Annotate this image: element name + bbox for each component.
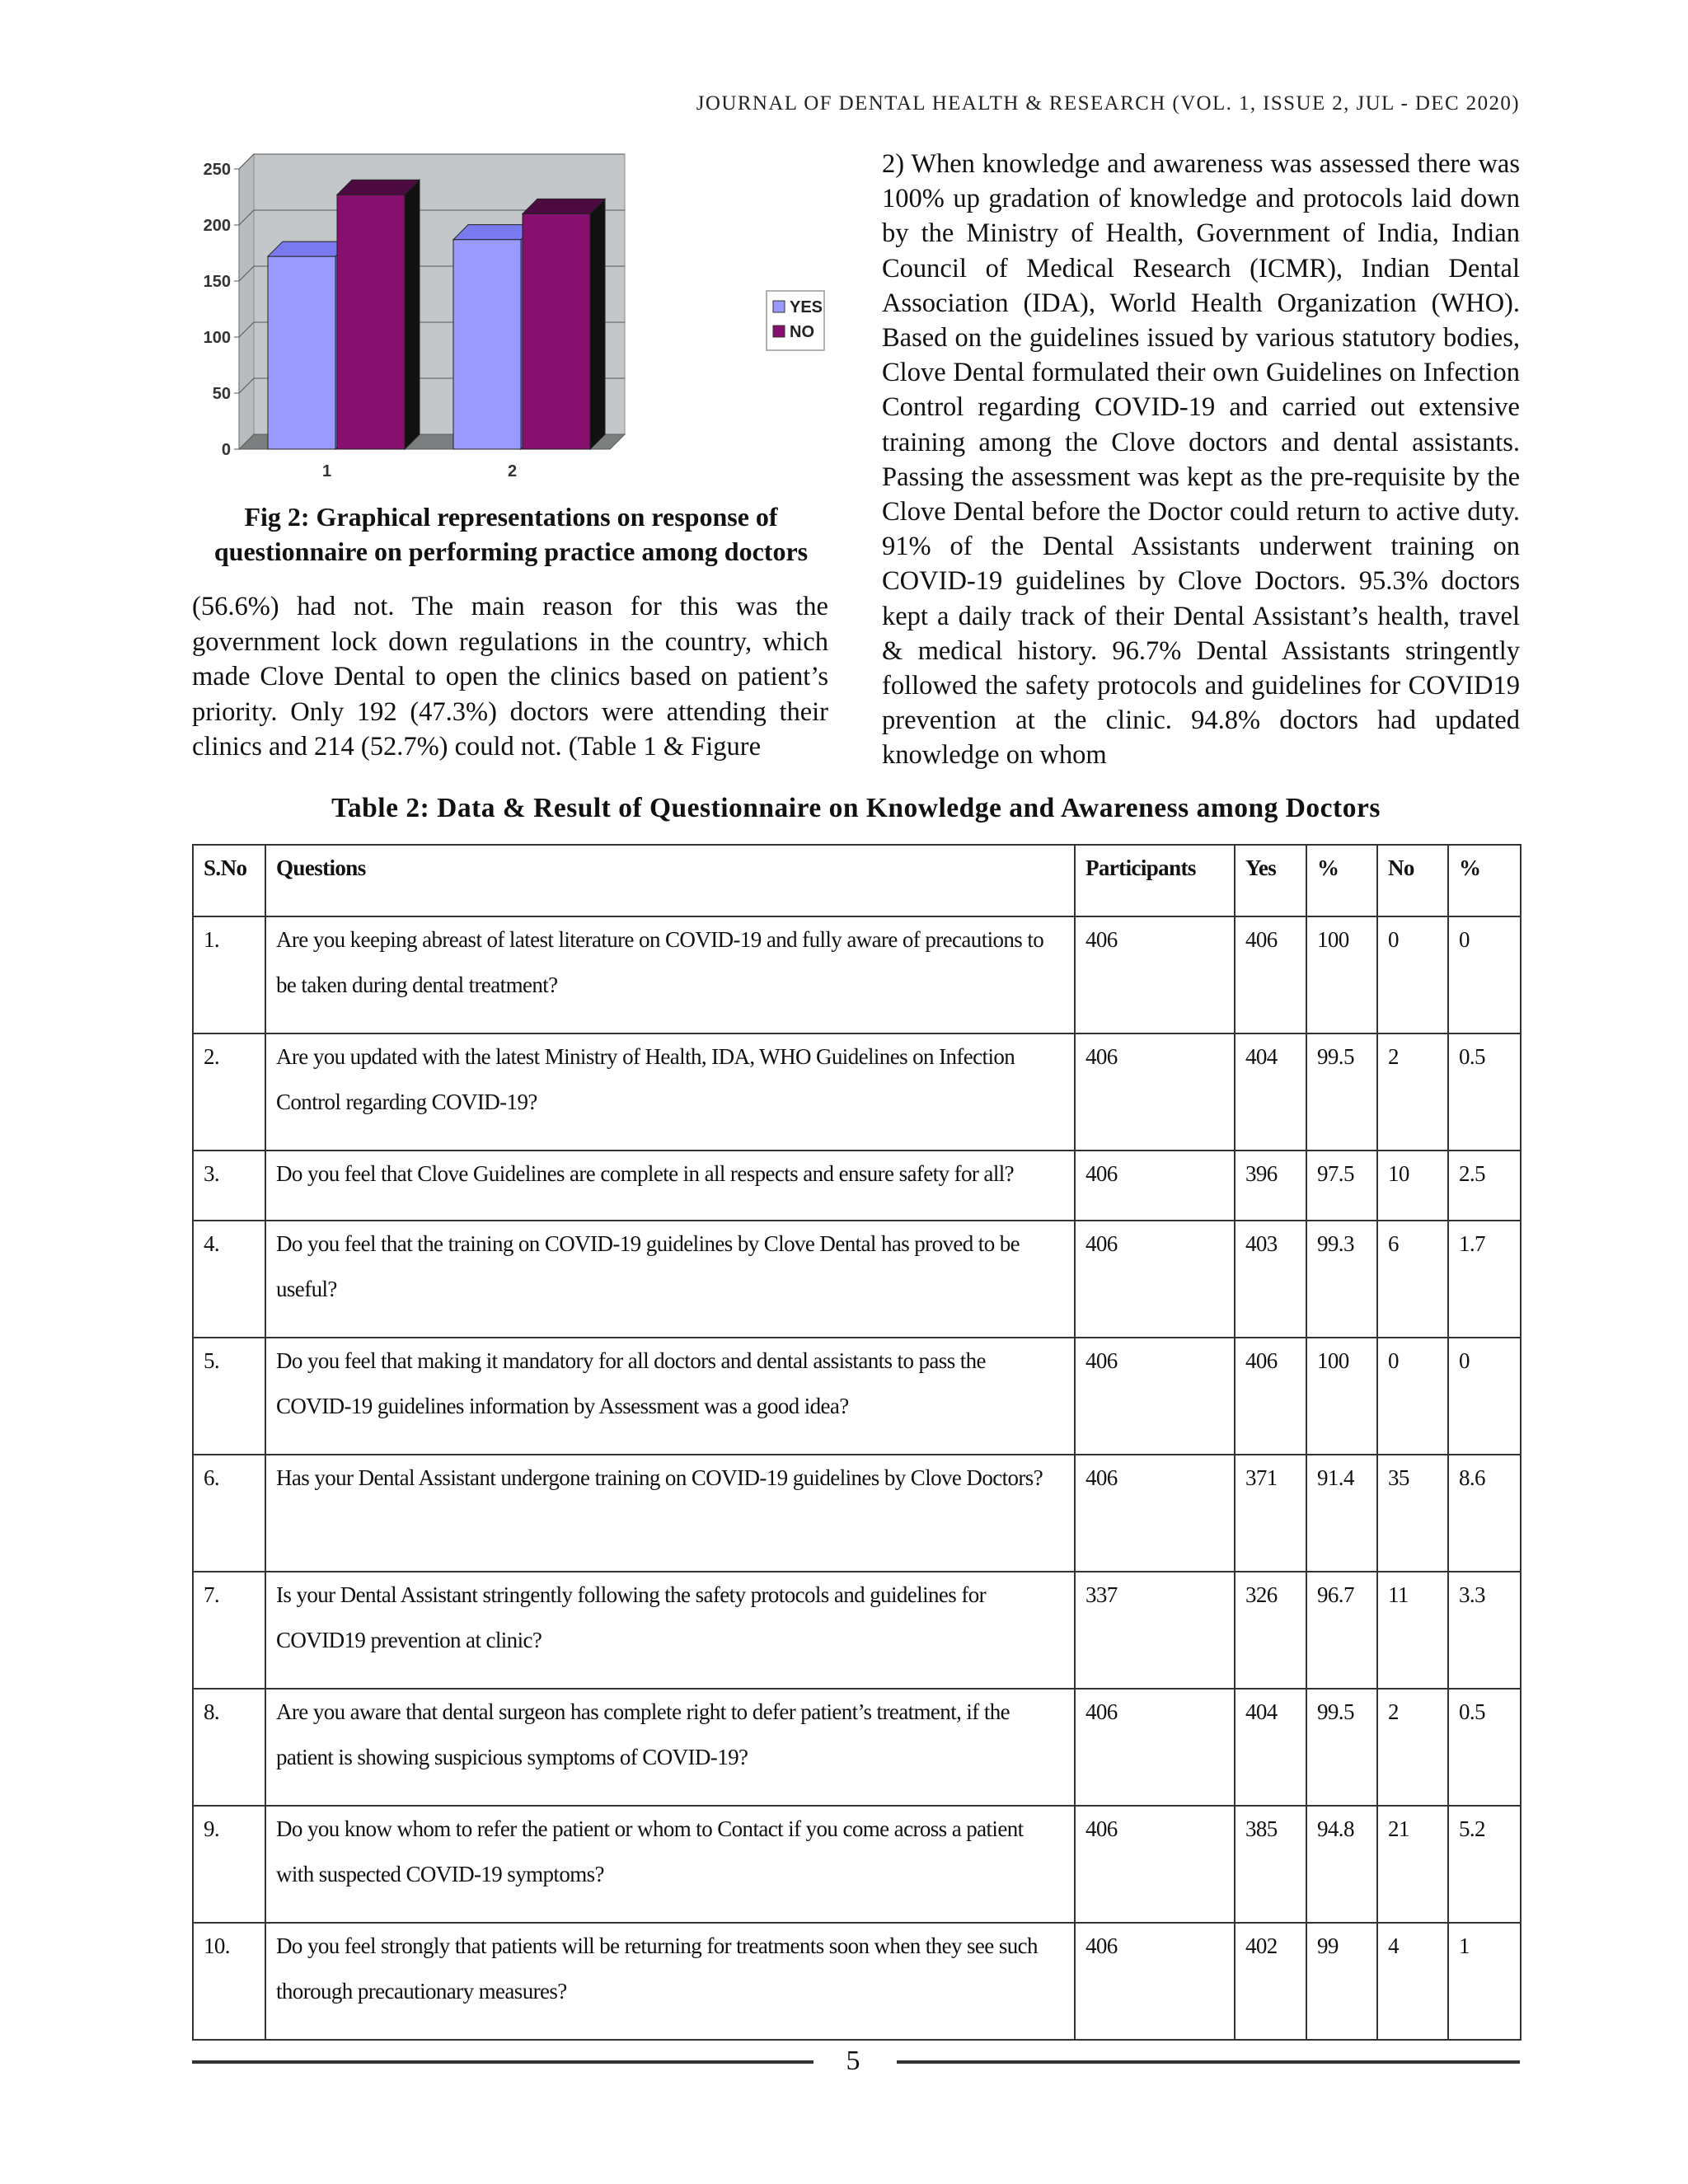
- row-question: Is your Dental Assistant stringently following the safety protocols and guidelines for COVID19 prevention at clinic?: [265, 1572, 1075, 1689]
- row-sno: 2.: [193, 1033, 265, 1151]
- bar-no-2: [523, 213, 590, 449]
- page-number: 5: [846, 2046, 860, 2076]
- row-yes-percent: 94.8: [1306, 1806, 1377, 1923]
- row-no: 21: [1377, 1806, 1448, 1923]
- header-yes-percent: %: [1306, 845, 1377, 916]
- bar-top-no-1: [337, 180, 420, 194]
- row-yes: 404: [1235, 1689, 1306, 1806]
- bar-top-no-2: [523, 199, 605, 213]
- x-tick-label: 2: [507, 462, 518, 480]
- y-tick-label: 50: [212, 385, 231, 403]
- left-column-paragraph: (56.6%) had not. The main reason for this was the government lock down regulations in the country, which made Clove Dental to open the clinics based on patient’s priority. Only 192 (47.3%) doctors were attending their clinics and 214 (52.7%) could not. (Table 1 & Figure: [192, 592, 828, 762]
- row-participants: 406: [1075, 1689, 1235, 1806]
- figure-caption: Fig 2: Graphical representations on response of questionnaire on performing practice among doctors: [213, 502, 809, 566]
- row-participants: 406: [1075, 1221, 1235, 1338]
- row-question: Do you feel that making it mandatory for all doctors and dental assistants to pass the COVID-19 guidelines information by Assessment was a good idea?: [265, 1338, 1075, 1455]
- header-no-percent: %: [1448, 845, 1521, 916]
- row-no-percent: 8.6: [1448, 1455, 1521, 1572]
- row-participants: 406: [1075, 1033, 1235, 1151]
- row-sno: 3.: [193, 1151, 265, 1221]
- row-no: 0: [1377, 1338, 1448, 1455]
- row-sno: 8.: [193, 1689, 265, 1806]
- legend-label-no: NO: [790, 323, 814, 341]
- row-yes-percent: 97.5: [1306, 1151, 1377, 1221]
- header-participants: Participants: [1075, 845, 1235, 916]
- row-sno: 10.: [193, 1923, 265, 2040]
- bar-yes-1: [268, 256, 335, 449]
- table-row: [193, 1572, 1521, 1689]
- y-tick-label: 250: [203, 161, 231, 179]
- chart-side-wall: [239, 154, 254, 449]
- row-question: Do you feel strongly that patients will be returning for treatments soon when they see such thorough precautionary measures?: [265, 1923, 1075, 2040]
- header-sno: S.No: [193, 845, 265, 916]
- row-participants: 337: [1075, 1572, 1235, 1689]
- right-column-paragraph: 2) When knowledge and awareness was assessed there was 100% up gradation of knowledge and protocols laid down by the Ministry of Health, Government of India, Indian Council of Medical Research (ICMR), Indian Dental Association (IDA), World Health Organization (WHO). Based on the guidelines issued by various statutory bodies, Clove Dental formulated their own Guidelines on Infection Control regarding COVID-19 and carried out extensive training among the Clove doctors and dental assistants. Passing the assessment was kept as the pre-requisite by the Clove Dental before the Doctor could return to active duty. 91% of the Dental Assistants underwent training on COVID-19 guidelines by Clove Doctors. 95.3% doctors kept a daily track of their Dental Assistant’s health, travel & medical history. 96.7% Dental Assistants stringently followed the safety protocols and guidelines for COVID19 prevention at the clinic. 94.8% doctors had updated knowledge on whom: [882, 149, 1520, 771]
- figure-2-bar-chart: [185, 144, 845, 490]
- row-sno: 7.: [193, 1572, 265, 1689]
- row-question: Do you feel that Clove Guidelines are complete in all respects and ensure safety for all?: [265, 1151, 1075, 1221]
- row-participants: 406: [1075, 1338, 1235, 1455]
- row-no-percent: 0.5: [1448, 1033, 1521, 1151]
- row-no: 10: [1377, 1151, 1448, 1221]
- row-no: 0: [1377, 916, 1448, 1033]
- table-row: [193, 1806, 1521, 1923]
- row-yes: 326: [1235, 1572, 1306, 1689]
- row-yes: 403: [1235, 1221, 1306, 1338]
- table-row: [193, 1221, 1521, 1338]
- legend-swatch-no: [773, 326, 785, 337]
- table-row: [193, 1455, 1521, 1572]
- row-yes-percent: 99.5: [1306, 1033, 1377, 1151]
- bar-no-1: [337, 194, 405, 449]
- row-no-percent: 0.5: [1448, 1689, 1521, 1806]
- row-question: Has your Dental Assistant undergone training on COVID-19 guidelines by Clove Doctors?: [265, 1455, 1075, 1572]
- row-yes-percent: 100: [1306, 1338, 1377, 1455]
- left-column: [192, 589, 828, 765]
- row-no-percent: 0: [1448, 916, 1521, 1033]
- y-tick-label: 200: [203, 217, 231, 235]
- row-sno: 5.: [193, 1338, 265, 1455]
- bar-side-no-2: [590, 199, 605, 449]
- table-row: [193, 1338, 1521, 1455]
- row-yes-percent: 96.7: [1306, 1572, 1377, 1689]
- header-yes: Yes: [1235, 845, 1306, 916]
- row-yes: 404: [1235, 1033, 1306, 1151]
- row-no-percent: 0: [1448, 1338, 1521, 1455]
- table-row: [193, 1689, 1521, 1806]
- row-yes-percent: 100: [1306, 916, 1377, 1033]
- row-question: Do you know whom to refer the patient or whom to Contact if you come across a patient with suspected COVID-19 symptoms?: [265, 1806, 1075, 1923]
- row-no: 35: [1377, 1455, 1448, 1572]
- legend-label-yes: YES: [790, 298, 823, 316]
- row-sno: 6.: [193, 1455, 265, 1572]
- row-yes-percent: 91.4: [1306, 1455, 1377, 1572]
- row-no-percent: 1: [1448, 1923, 1521, 2040]
- row-participants: 406: [1075, 1923, 1235, 2040]
- bar-side-no-1: [405, 180, 420, 449]
- row-participants: 406: [1075, 1151, 1235, 1221]
- footer-rule-left: [192, 2060, 814, 2064]
- footer-rule-right: [897, 2060, 1520, 2064]
- row-no-percent: 1.7: [1448, 1221, 1521, 1338]
- header-no: No: [1377, 845, 1448, 916]
- row-question: Are you updated with the latest Ministry of Health, IDA, WHO Guidelines on Infection Control regarding COVID-19?: [265, 1033, 1075, 1151]
- row-question: Are you keeping abreast of latest literature on COVID-19 and fully aware of precautions to be taken during dental treatment?: [265, 916, 1075, 1033]
- row-sno: 4.: [193, 1221, 265, 1338]
- row-yes: 402: [1235, 1923, 1306, 2040]
- row-sno: 9.: [193, 1806, 265, 1923]
- legend-swatch-yes: [773, 301, 785, 312]
- row-question: Do you feel that the training on COVID-19 guidelines by Clove Dental has proved to be useful?: [265, 1221, 1075, 1338]
- y-tick-label: 0: [221, 441, 231, 459]
- row-yes: 396: [1235, 1151, 1306, 1221]
- row-no: 2: [1377, 1689, 1448, 1806]
- row-participants: 406: [1075, 1806, 1235, 1923]
- x-tick-label: 1: [321, 462, 332, 480]
- right-column: [882, 147, 1520, 773]
- row-sno: 1.: [193, 916, 265, 1033]
- y-tick-label: 150: [203, 273, 231, 291]
- row-yes: 371: [1235, 1455, 1306, 1572]
- table-row: [193, 916, 1521, 1033]
- row-yes: 385: [1235, 1806, 1306, 1923]
- bar-chart-svg: [185, 144, 845, 490]
- bar-yes-2: [453, 240, 521, 449]
- row-yes-percent: 99: [1306, 1923, 1377, 2040]
- y-tick-label: 100: [203, 329, 231, 347]
- table-row: [193, 1151, 1521, 1221]
- table-row: [193, 1923, 1521, 2040]
- questionnaire-table: [192, 844, 1522, 2041]
- row-yes-percent: 99.3: [1306, 1221, 1377, 1338]
- row-no: 2: [1377, 1033, 1448, 1151]
- row-no: 6: [1377, 1221, 1448, 1338]
- header-questions: Questions: [265, 845, 1075, 916]
- row-yes: 406: [1235, 916, 1306, 1033]
- row-no: 4: [1377, 1923, 1448, 2040]
- table-title: Table 2: Data & Result of Questionnaire on Knowledge and Awareness among Doctors: [331, 793, 1381, 823]
- row-question: Are you aware that dental surgeon has complete right to defer patient’s treatment, if the patient is showing suspicious symptoms of COVID-19?: [265, 1689, 1075, 1806]
- row-no-percent: 2.5: [1448, 1151, 1521, 1221]
- row-participants: 406: [1075, 1455, 1235, 1572]
- row-no: 11: [1377, 1572, 1448, 1689]
- row-no-percent: 3.3: [1448, 1572, 1521, 1689]
- table-row: [193, 1033, 1521, 1151]
- row-yes: 406: [1235, 1338, 1306, 1455]
- row-no-percent: 5.2: [1448, 1806, 1521, 1923]
- row-participants: 406: [1075, 916, 1235, 1033]
- table-header-row: [193, 845, 1521, 916]
- row-yes-percent: 99.5: [1306, 1689, 1377, 1806]
- running-header: JOURNAL OF DENTAL HEALTH & RESEARCH (VOL. 1, ISSUE 2, JUL - DEC 2020): [696, 92, 1520, 115]
